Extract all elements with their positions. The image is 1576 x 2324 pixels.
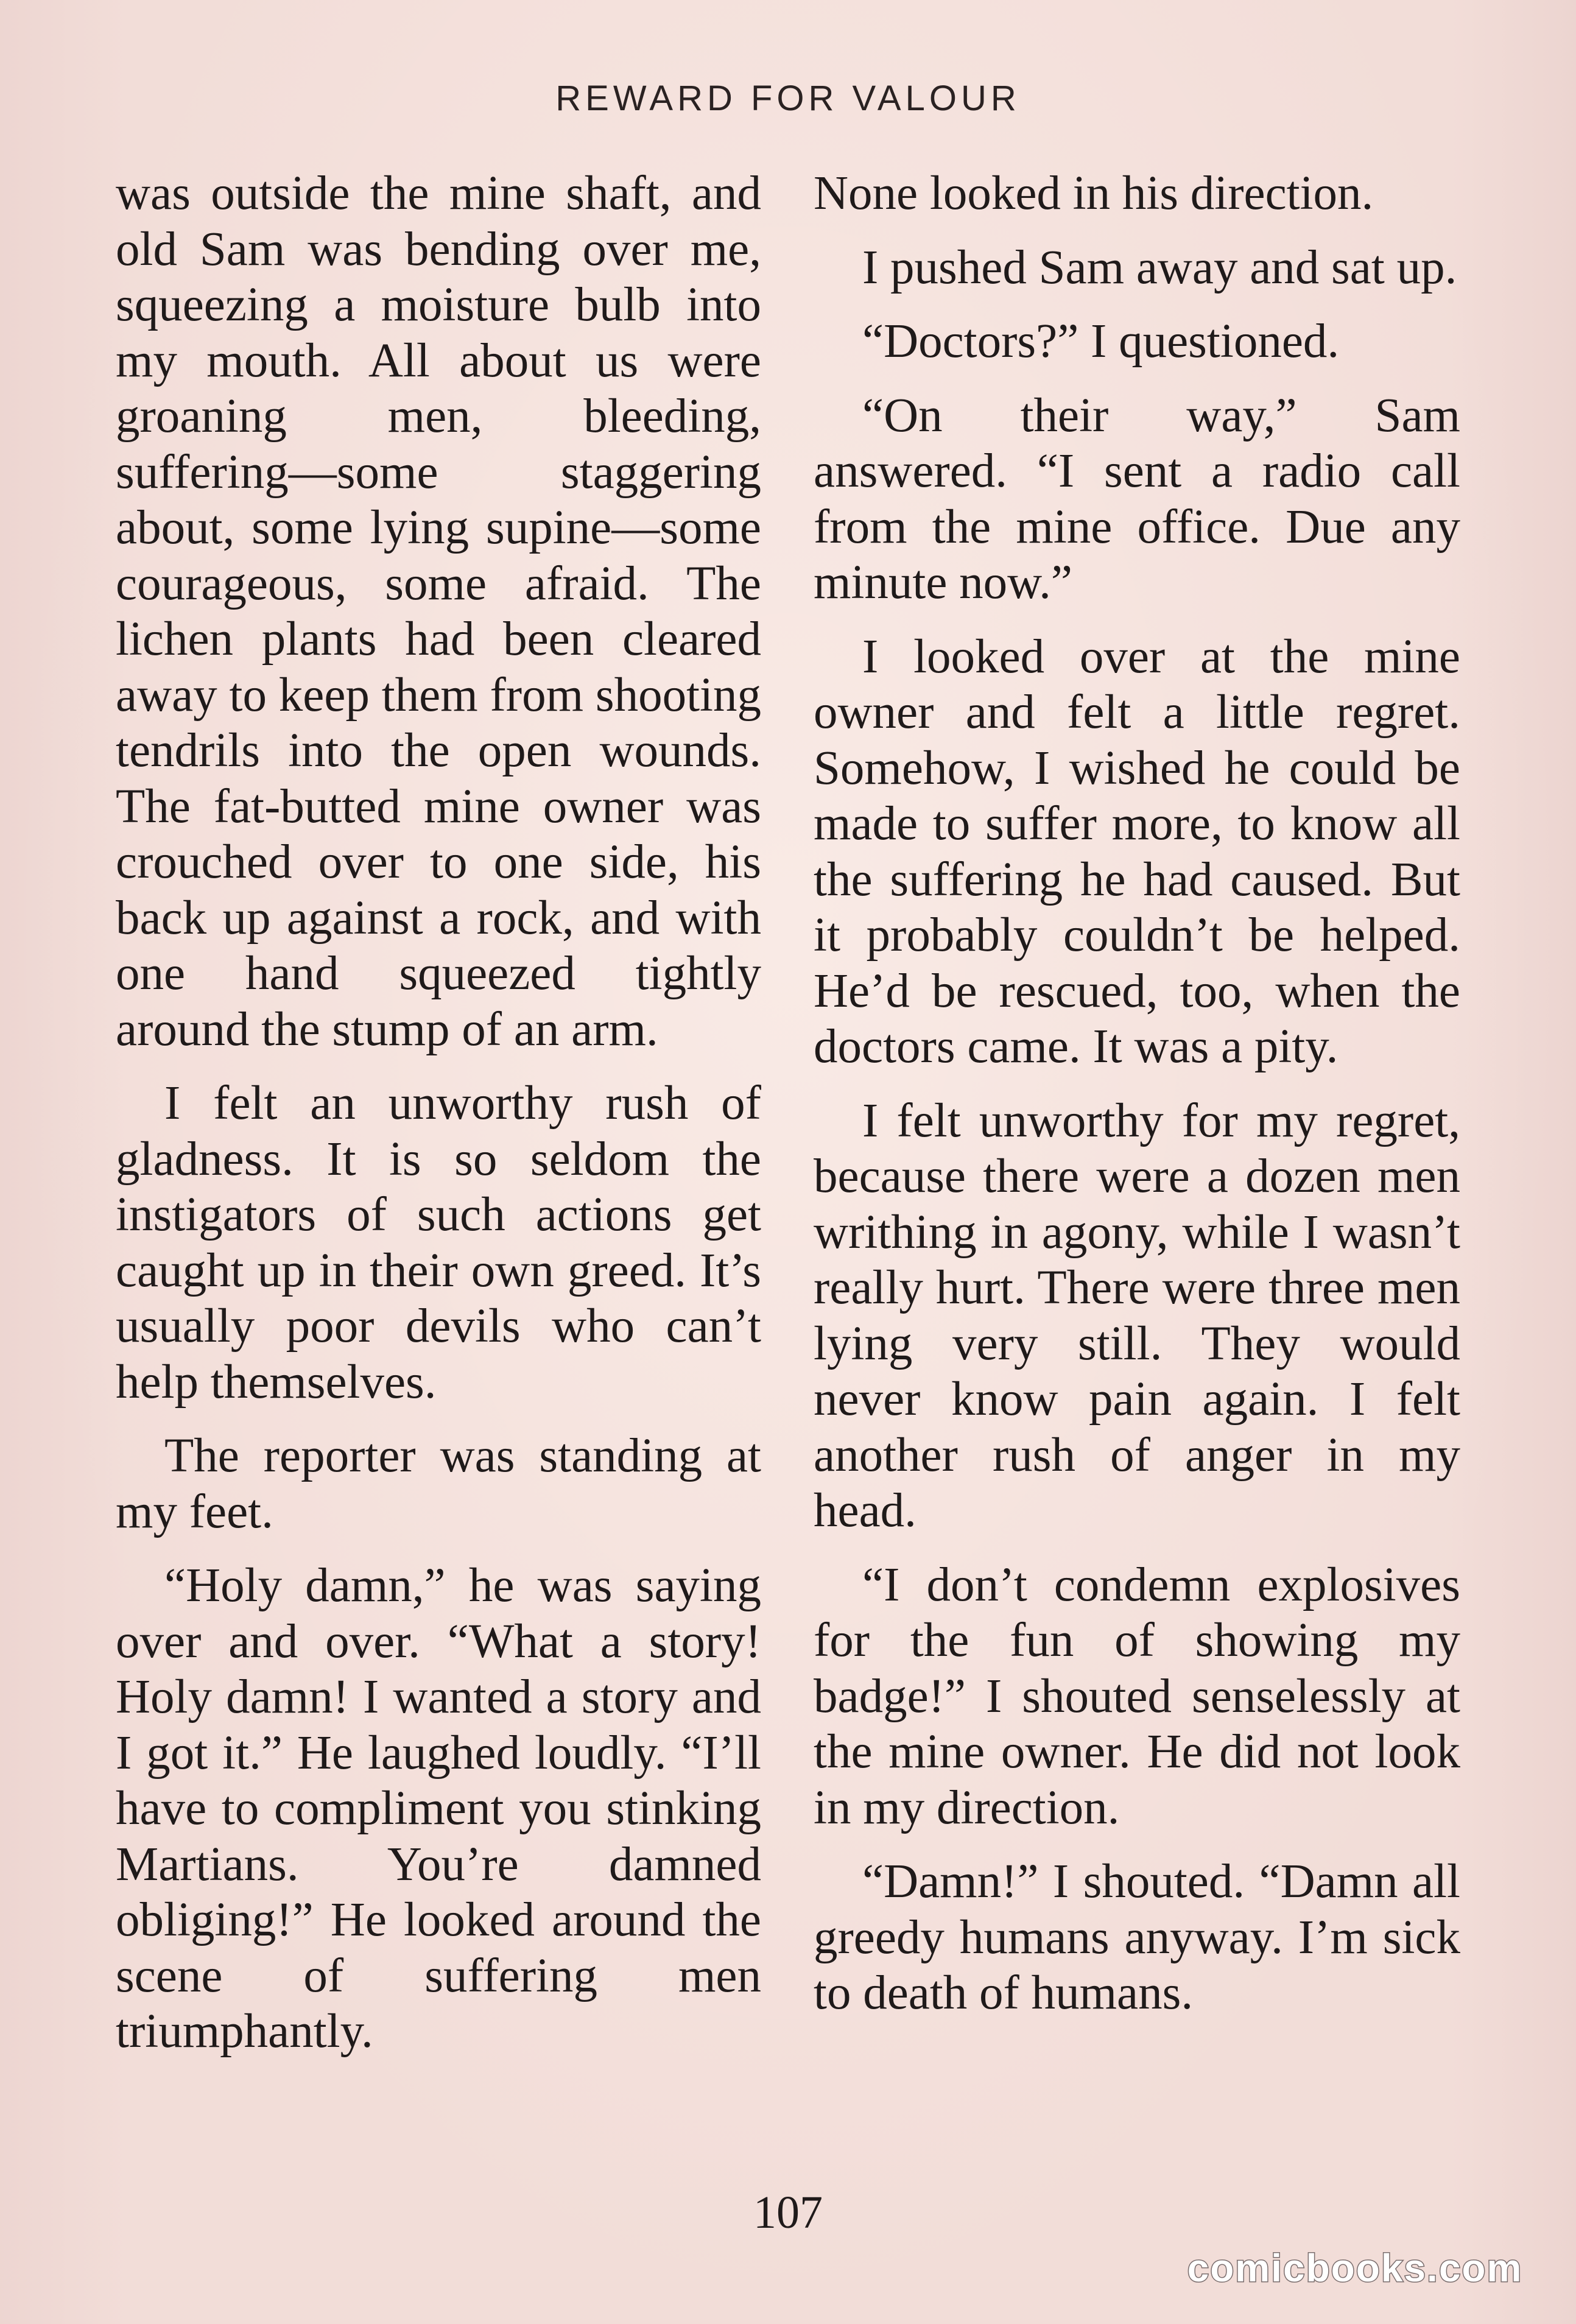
paragraph: “On their way,” Sam answered. “I sent a radio call from the mine office. Due any minute now.” <box>814 389 1460 609</box>
paragraph: “Doctors?” I questioned. <box>862 315 1340 368</box>
paragraph: I felt unworthy for my regret, because there were a dozen men writhing in agony, while I wasn’t really hurt. There were three men lying very still. They would never know pain again. I felt another rush of anger in my head. <box>814 1094 1460 1537</box>
watermark-text: comicbooks.com <box>1187 2246 1523 2290</box>
left-column <box>116 166 761 2078</box>
right-column <box>814 166 1460 2040</box>
paragraph: “I don’t condemn explosives for the fun of showing my badge!” I shouted senselessly at the mine owner. He did not look in my direction. <box>814 1558 1460 1834</box>
paragraph: was outside the mine shaft, and old Sam was bending over me, squeezing a moisture bulb into my mouth. All about us were groaning men, bleeding, suffering—some staggering about, some lying supine—some courageous, some afraid. The lichen plants had been cleared away to keep them from shooting tendrils into the open wounds. The fat-butted mine owner was crouched over to one side, his back up against a rock, and with one hand squeezed tightly around the stump of an arm. <box>116 167 761 1056</box>
watermark-logo <box>1160 2241 1550 2296</box>
paragraph: “Holy damn,” he was saying over and over. “What a story! Holy damn! I wanted a story and I got it.” He laughed loudly. “I’ll have to compliment you stinking Martians. You’re damned obliging!” He looked around the scene of suffering men triumphantly. <box>116 1559 761 2058</box>
paragraph: I pushed Sam away and sat up. <box>862 241 1457 294</box>
running-head: REWARD FOR VALOUR <box>555 79 1021 118</box>
page-number: 107 <box>753 2187 823 2238</box>
paragraph: The reporter was standing at my feet. <box>116 1429 761 1538</box>
paragraph: None looked in his direction. <box>814 167 1374 220</box>
paragraph: I looked over at the mine owner and felt a little regret. Somehow, I wished he could be made to suffer more, to know all the suffering he had caused. But it probably couldn’t be helped. He’d be rescued, too, when the doctors came. It was a pity. <box>814 630 1460 1073</box>
paragraph: I felt an unworthy rush of gladness. It is so seldom the instigators of such actions get caught up in their own greed. It’s usually poor devils who can’t help themselves. <box>116 1077 761 1409</box>
paragraph: “Damn!” I shouted. “Damn all greedy humans anyway. I’m sick to death of humans. <box>814 1855 1460 2019</box>
